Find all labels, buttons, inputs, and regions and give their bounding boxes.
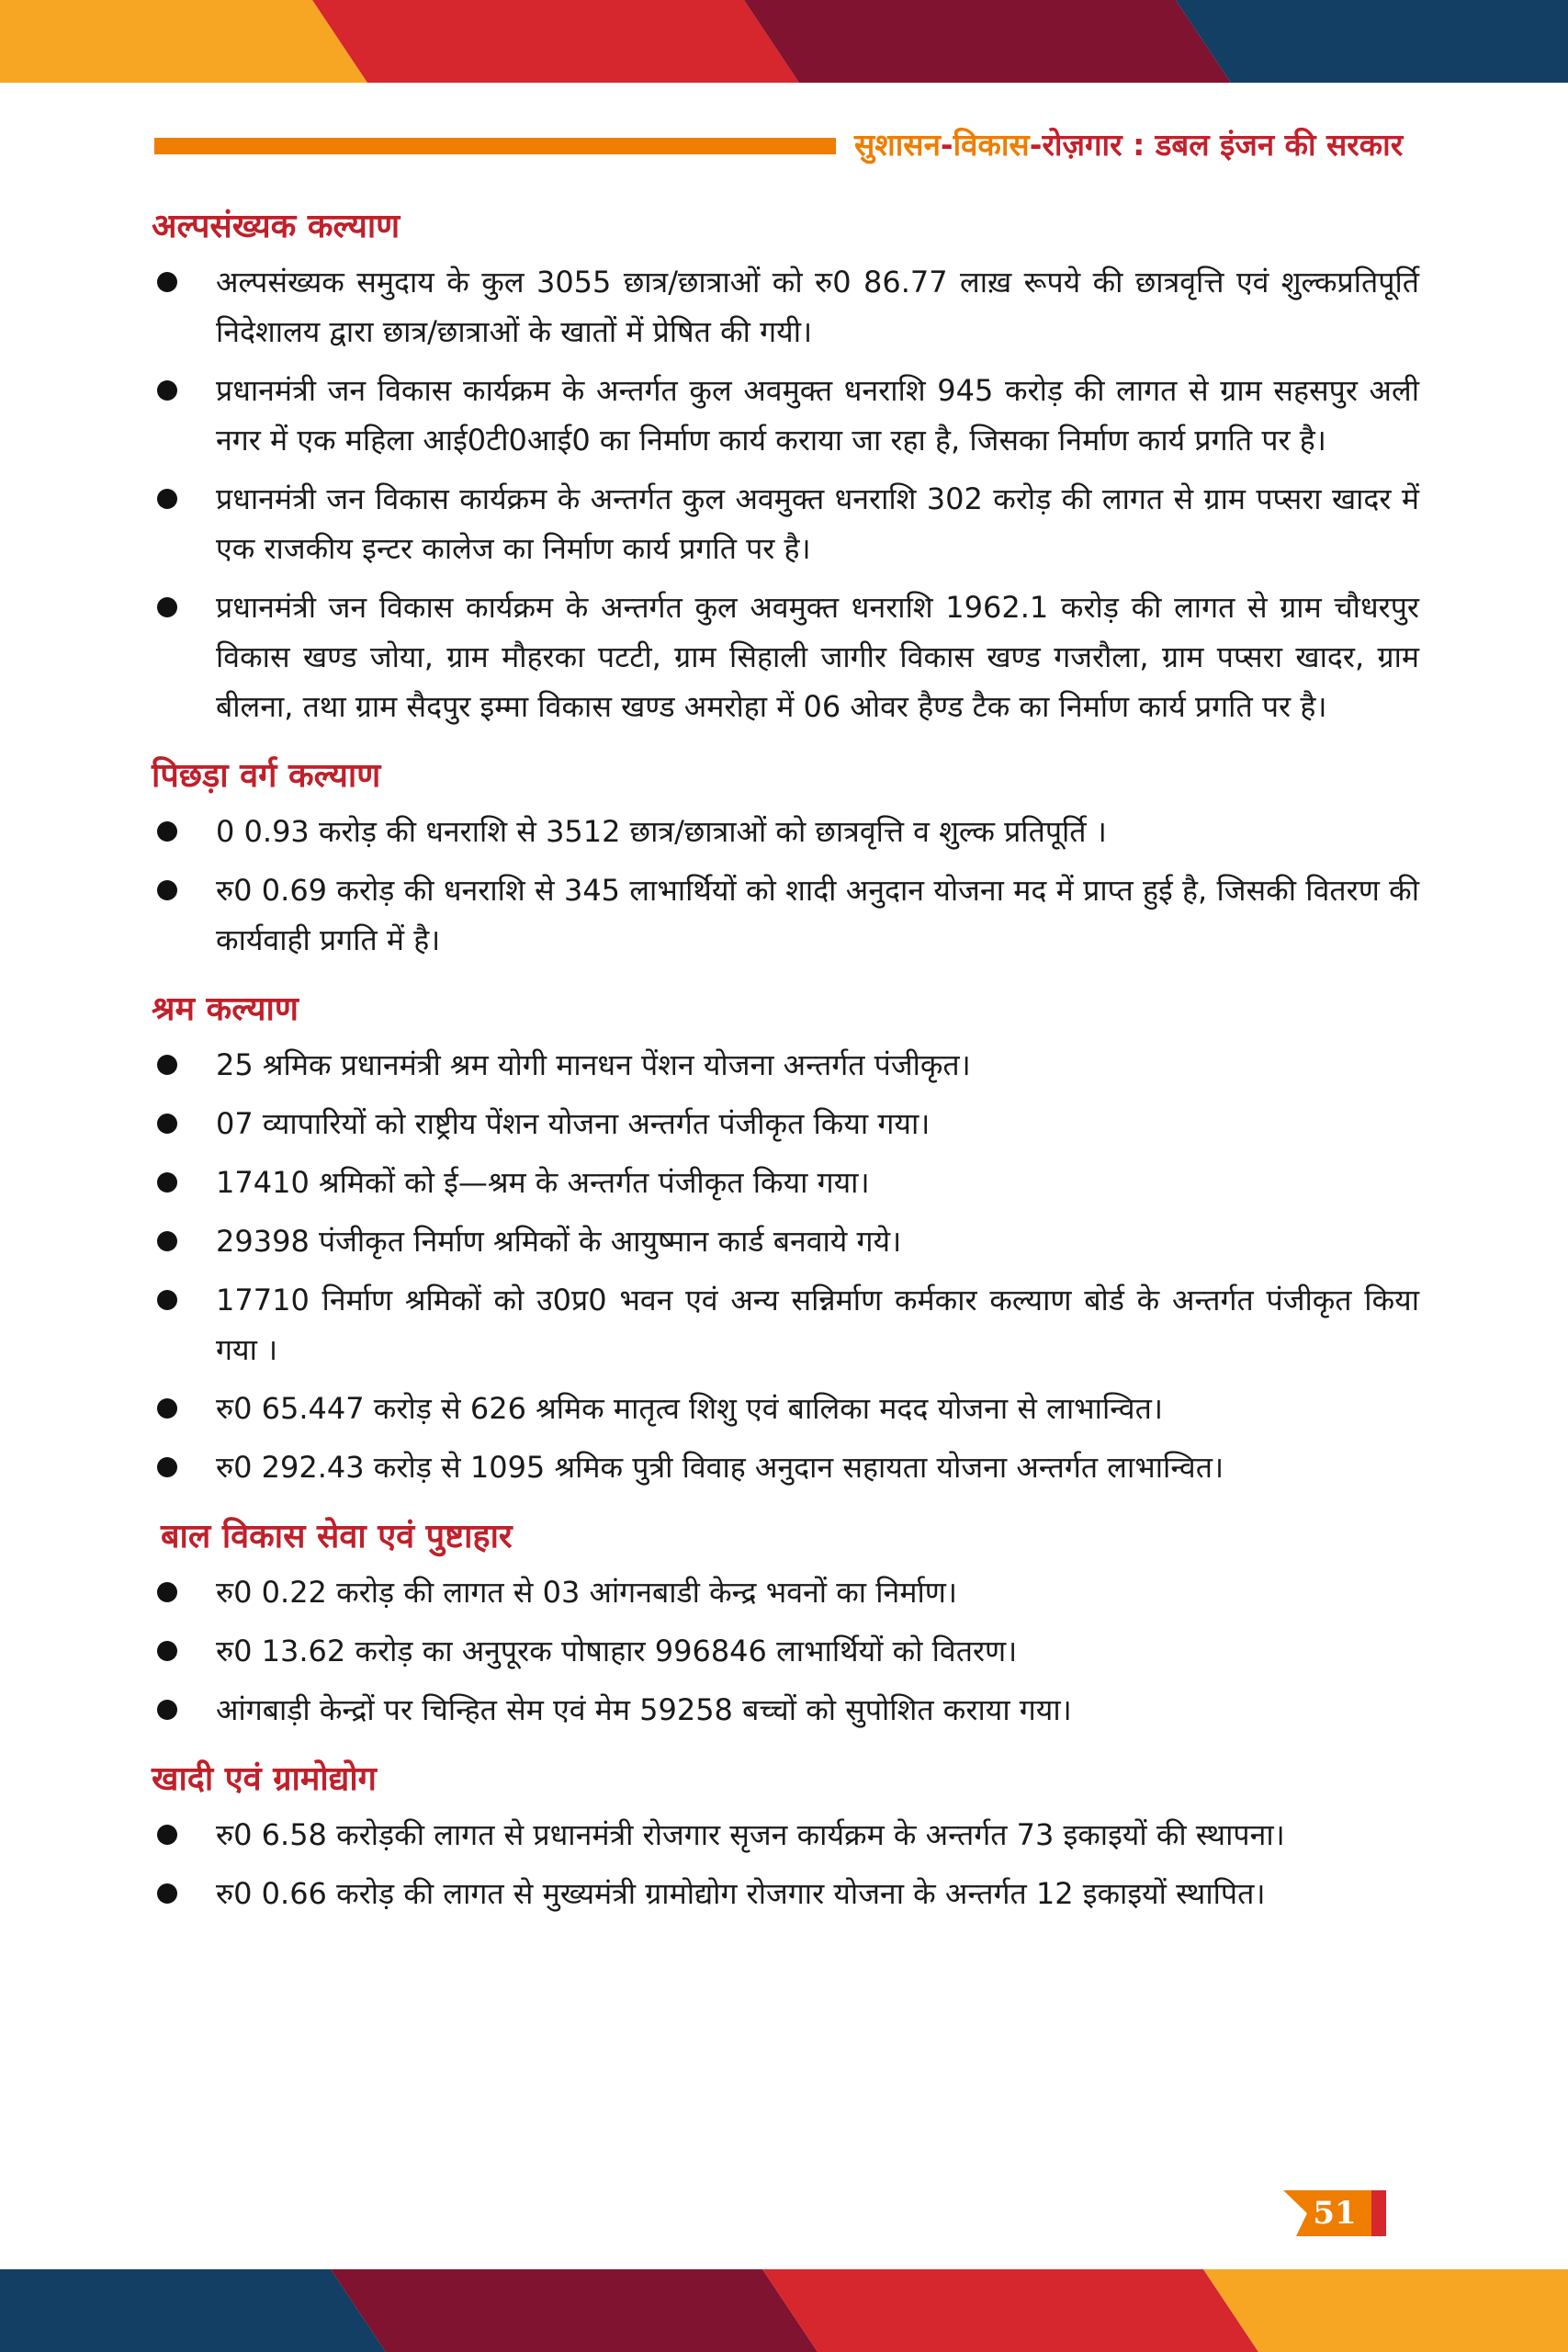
section-minority-welfare [152,200,1419,731]
list-item-text: 17710 निर्माण श्रमिकों को उ0प्र0 भवन एवं अन्य सन्निर्माण कर्मकार कल्याण बोर्ड के अन्तर्गत पंजीकृत किया गया । [216,1283,1419,1367]
header-rule [154,138,836,154]
bullet-icon [157,1641,177,1661]
list-item-text: प्रधानमंत्री जन विकास कार्यक्रम के अन्तर्गत कुल अवमुक्त धनराशि 945 करोड़ की लागत से ग्राम सहसपुर अली नगर में एक महिला आई0टी0आई0 का निर्माण कार्य कराया जा रहा है, जिसका निर्माण कार्य प्रगति पर है। [216,373,1419,458]
section-heading: खादी एवं ग्रामोद्योग [152,1759,377,1798]
bullet-icon [157,1172,177,1193]
list-item-text: प्रधानमंत्री जन विकास कार्यक्रम के अन्तर्गत कुल अवमुक्त धनराशि 302 करोड़ की लागत से ग्राम पप्सरा खादर में एक राजकीय इन्टर कालेज का निर्माण कार्य प्रगति पर है। [216,481,1419,566]
list-item [152,1567,1419,1617]
page-number-tab [1283,2190,1386,2236]
section-heading: श्रम कल्याण [152,989,299,1028]
header-title-part3: रोज़गार : डबल इंजन की सरकार [1042,127,1404,163]
list-item [152,1685,1419,1735]
section-child-development-nutrition [152,1510,1419,1735]
list-item [152,1384,1419,1433]
top-decorative-band [0,0,1568,83]
bullet-icon [157,1398,177,1419]
main-content [152,200,1419,1937]
section-labour-welfare [152,983,1419,1492]
section-heading: बाल विकास सेवा एवं पुष्टाहार [161,1517,513,1555]
list-item [152,865,1419,965]
bullet-list [152,1567,1419,1735]
list-item [152,474,1419,573]
header-title [854,123,1424,167]
list-item-text: रु0 0.66 करोड़ की लागत से मुख्यमंत्री ग्रामोद्योग रोजगार योजना के अन्तर्गत 12 इकाइयों स्थापित। [216,1876,1266,1911]
bullet-icon [157,1457,177,1477]
list-item-text: रु0 6.58 करोड़की लागत से प्रधानमंत्री रोजगार सृजन कार्यक्रम के अन्तर्गत 73 इकाइयों की स्थापना। [216,1817,1285,1852]
bullet-icon [157,1114,177,1134]
bullet-icon [157,880,177,900]
bullet-list [152,1810,1419,1918]
bullet-icon [157,1055,177,1075]
bullet-icon [157,821,177,842]
bullet-icon [157,597,177,617]
list-item [152,366,1419,465]
bullet-icon [157,1700,177,1720]
bullet-icon [157,1290,177,1310]
bullet-icon [157,380,177,401]
list-item [152,807,1419,856]
bullet-icon [157,1231,177,1251]
bullet-icon [157,489,177,509]
list-item-text: प्रधानमंत्री जन विकास कार्यक्रम के अन्तर्गत कुल अवमुक्त धनराशि 1962.1 करोड़ की लागत से ग्राम चौधरपुर विकास खण्ड जोया, ग्राम मौहरका पटटी, ग्राम सिहाली जागीर विकास खण्ड गजरौला, ग्राम पप्सरा खादर, ग्राम बीलना, तथा ग्राम सैदपुर इम्मा विकास खण्ड अमरोहा में 06 ओवर हैण्ड टैक का निर्माण कार्य प्रगति पर है। [216,590,1419,724]
list-item [152,1275,1419,1374]
section-heading: अल्पसंख्यक कल्याण [152,207,400,245]
bullet-icon [157,1582,177,1602]
bullet-list [152,257,1419,731]
list-item [152,1040,1419,1090]
header-title-sep1: - [940,127,953,163]
page-number: 51 [1313,2195,1357,2232]
list-item [152,1810,1419,1860]
list-item-text: 25 श्रमिक प्रधानमंत्री श्रम योगी मानधन पेंशन योजना अन्तर्गत पंजीकृत। [216,1047,971,1082]
list-item [152,1158,1419,1207]
header-title-sep2: - [1029,127,1043,163]
bullet-icon [157,1825,177,1845]
list-item-text: रु0 0.69 करोड़ की धनराशि से 345 लाभार्थियों को शादी अनुदान योजना मद में प्राप्त हुई है, जिसकी वितरण की कार्यवाही प्रगति में है। [216,873,1419,957]
list-item-text: अल्पसंख्यक समुदाय के कुल 3055 छात्र/छात्राओं को रु0 86.77 लाख़ रूपये की छात्रवृत्ति एवं शुल्कप्रतिपूर्ति निदेशालय द्वारा छात्र/छात्राओं के खातों में प्रेषित की गयी। [216,265,1419,349]
list-item [152,1099,1419,1148]
bottom-decorative-band [0,2269,1568,2352]
section-khadi-village-industries [152,1753,1419,1918]
bullet-icon [157,272,177,292]
list-item [152,1442,1419,1492]
list-item [152,582,1419,731]
list-item [152,257,1419,356]
list-item-text: रु0 0.22 करोड़ की लागत से 03 आंगनबाडी केन्द्र भवनों का निर्माण। [216,1575,958,1610]
list-item-text: रु0 292.43 करोड़ से 1095 श्रमिक पुत्री विवाह अनुदान सहायता योजना अन्तर्गत लाभान्वित। [216,1450,1224,1485]
list-item [152,1869,1419,1918]
section-backward-class-welfare [152,750,1419,965]
list-item-text: 0 0.93 करोड़ की धनराशि से 3512 छात्र/छात्राओं को छात्रवृत्ति व शुल्क प्रतिपूर्ति । [216,814,1107,849]
header-title-part1: सुशासन [854,127,941,163]
list-item [152,1626,1419,1676]
list-item-text: 17410 श्रमिकों को ई—श्रम के अन्तर्गत पंजीकृत किया गया। [216,1165,870,1200]
list-item-text: 29398 पंजीकृत निर्माण श्रमिकों के आयुष्मान कार्ड बनवाये गये। [216,1224,902,1259]
list-item-text: आंगबाड़ी केन्द्रों पर चिन्हित सेम एवं मेम 59258 बच्चों को सुपोशित कराया गया। [216,1692,1072,1727]
bullet-list [152,807,1419,965]
header-title-part2: विकास [953,127,1030,163]
bullet-icon [157,1883,177,1904]
list-item [152,1216,1419,1266]
list-item-text: रु0 65.447 करोड़ से 626 श्रमिक मातृत्व शिशु एवं बालिका मदद योजना से लाभान्वित। [216,1391,1163,1426]
bullet-list [152,1040,1419,1492]
list-item-text: 07 व्यापारियों को राष्ट्रीय पेंशन योजना अन्तर्गत पंजीकृत किया गया। [216,1106,931,1141]
list-item-text: रु0 13.62 करोड़ का अनुपूरक पोषाहार 996846 लाभार्थियों को वितरण। [216,1634,1018,1668]
section-heading: पिछड़ा वर्ग कल्याण [152,756,381,795]
